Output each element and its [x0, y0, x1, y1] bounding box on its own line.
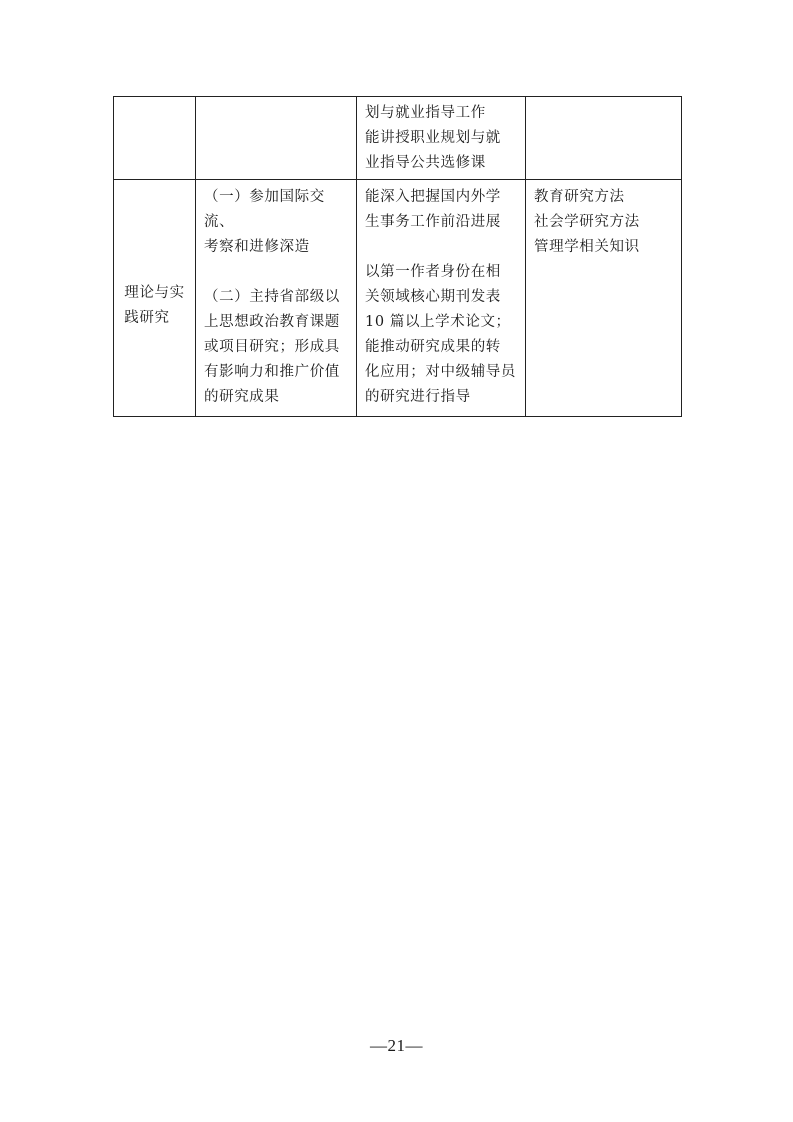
page-number: —21— [370, 1036, 423, 1055]
work-content-item-1: （一）参加国际交流、 考察和进修深造 [204, 189, 325, 255]
table-cell-ability-requirements [357, 180, 526, 417]
related-knowledge-text: 教育研究方法 社会学研究方法 管理学相关知识 [534, 189, 640, 255]
work-content-item-2: （二）主持省部级以 上思想政治教育课题 或项目研究；形成具 有影响力和推广价值 的研究成果 [204, 289, 340, 405]
table-cell-related-knowledge [526, 180, 682, 417]
ability-requirement-item-1: 能深入把握国内外学 生事务工作前沿进展 [365, 189, 501, 230]
cell-text [114, 97, 195, 101]
table-cell-work-content [196, 180, 357, 417]
category-label: 理论与实 践研究 [124, 285, 185, 326]
table-cell-empty [114, 97, 196, 180]
table-row-continued [114, 97, 682, 180]
ability-requirement-item-2: 以第一作者身份在相 关领域核心期刊发表 10 篇以上学术论文； 能推动研究成果的转 化应用；对中级辅导员 的研究进行指导 [365, 264, 516, 405]
cell-text [526, 97, 681, 101]
standards-table [113, 96, 682, 417]
table-cell-empty [526, 97, 682, 180]
table-row-theory-research [114, 180, 682, 417]
table-cell-category [114, 180, 196, 417]
spacer [196, 260, 356, 285]
cell-text [196, 97, 356, 101]
spacer [357, 235, 525, 260]
table-cell-empty [196, 97, 357, 180]
table-cell-ability-continued [357, 97, 526, 180]
ability-continued-text: 划与就业指导工作 能讲授职业规划与就 业指导公共选修课 [365, 105, 501, 171]
